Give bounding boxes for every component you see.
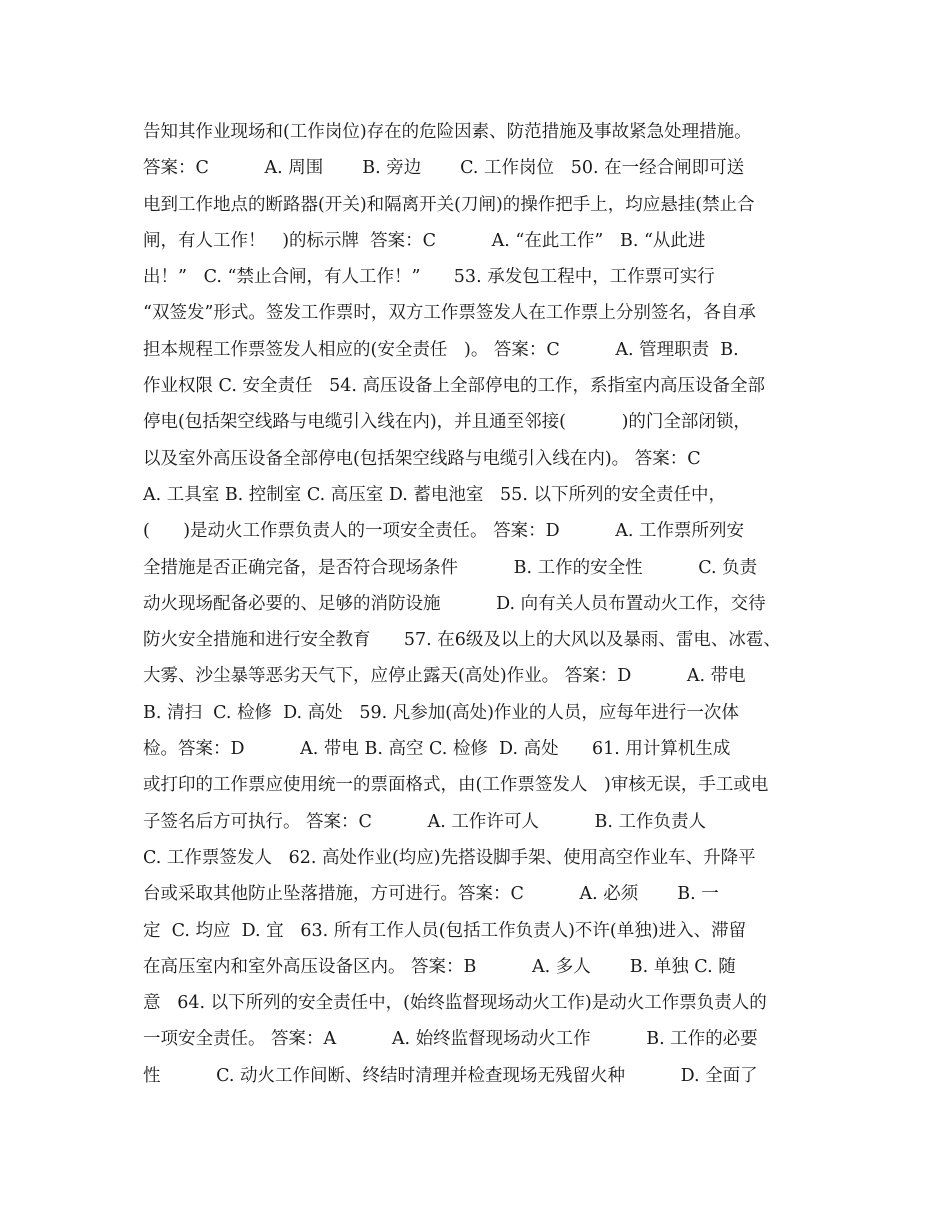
text-line: 答案：C A. 周围 B. 旁边 C. 工作岗位 50. 在一经合闸即可送 [143, 158, 745, 179]
text-line: 全措施是否正确完备，是否符合现场条件 B. 工作的安全性 C. 负责 [143, 557, 758, 578]
document-body [143, 114, 823, 1094]
text-line: C. 工作票签发人 62. 高处作业(均应)先搭设脚手架、使用高空作业车、升降平 [143, 847, 756, 868]
text-line: 动火现场配备必要的、足够的消防设施 D. 向有关人员布置动火工作，交待 [143, 593, 766, 614]
text-line: 台或采取其他防止坠落措施，方可进行。答案：C A. 必须 B. 一 [143, 884, 719, 905]
text-line: 出！” C. “禁止合闸，有人工作！” 53. 承发包工程中，工作票可实行 [143, 267, 715, 288]
text-line: A. 工具室 B. 控制室 C. 高压室 D. 蓄电池室 55. 以下所列的安全责任中， [143, 484, 726, 505]
text-line: 告知其作业现场和(工作岗位)存在的危险因素、防范措施及事故紧急处理措施。 [143, 122, 752, 142]
text-line: 一项安全责任。 答案：A A. 始终监督现场动火工作 B. 工作的必要 [143, 1029, 758, 1050]
text-line: B. 清扫 C. 检修 D. 高处 59. 凡参加(高处)作业的人员，应每年进行一次体 [143, 702, 739, 723]
text-line: 或打印的工作票应使用统一的票面格式，由(工作票签发人 )审核无误，手工或电 [143, 775, 769, 796]
text-line: 检。答案：D A. 带电 B. 高空 C. 检修 D. 高处 61. 用计算机生成 [143, 739, 731, 760]
text-line: 闸，有人工作！ )的标示牌 答案：C A. “在此工作” B. “从此进 [143, 230, 706, 251]
text-line: 停电(包括架空线路与电缆引入线在内)，并且通至邻接( )的门全部闭锁， [143, 412, 751, 433]
text-line: 作业权限 C. 安全责任 54. 高压设备上全部停电的工作，系指室内高压设备全部 [143, 376, 766, 397]
text-line: 性 C. 动火工作间断、终结时清理并检查现场无残留火种 D. 全面了 [143, 1065, 758, 1086]
text-line: ( )是动火工作票负责人的一项安全责任。 答案：D A. 工作票所列安 [143, 521, 745, 542]
text-line: 在高压室内和室外高压设备区内。 答案：B A. 多人 B. 单独 C. 随 [143, 956, 736, 977]
text-line: 防火安全措施和进行安全教育 57. 在6级及以上的大风以及暴雨、雷电、冰雹、 [143, 630, 781, 651]
text-line: 子签名后方可执行。 答案：C A. 工作许可人 B. 工作负责人 [143, 811, 706, 832]
text-line: 大雾、沙尘暴等恶劣天气下，应停止露天(高处)作业。 答案：D A. 带电 [143, 666, 746, 687]
text-line: 电到工作地点的断路器(开关)和隔离开关(刀闸)的操作把手上，均应悬挂(禁止合 [143, 194, 755, 215]
text-line: “双签发”形式。签发工作票时，双方工作票签发人在工作票上分别签名，各自承 [143, 303, 756, 324]
text-line: 以及室外高压设备全部停电(包括架空线路与电缆引入线在内)。 答案：C [143, 448, 701, 469]
text-line: 担本规程工作票签发人相应的(安全责任 )。 答案：C A. 管理职责 B. [143, 339, 739, 360]
text-line: 意 64. 以下所列的安全责任中，(始终监督现场动火工作)是动火工作票负责人的 [143, 993, 767, 1014]
text-line: 定 C. 均应 D. 宜 63. 所有工作人员(包括工作负责人)不许(单独)进入、滞留 [143, 920, 747, 941]
